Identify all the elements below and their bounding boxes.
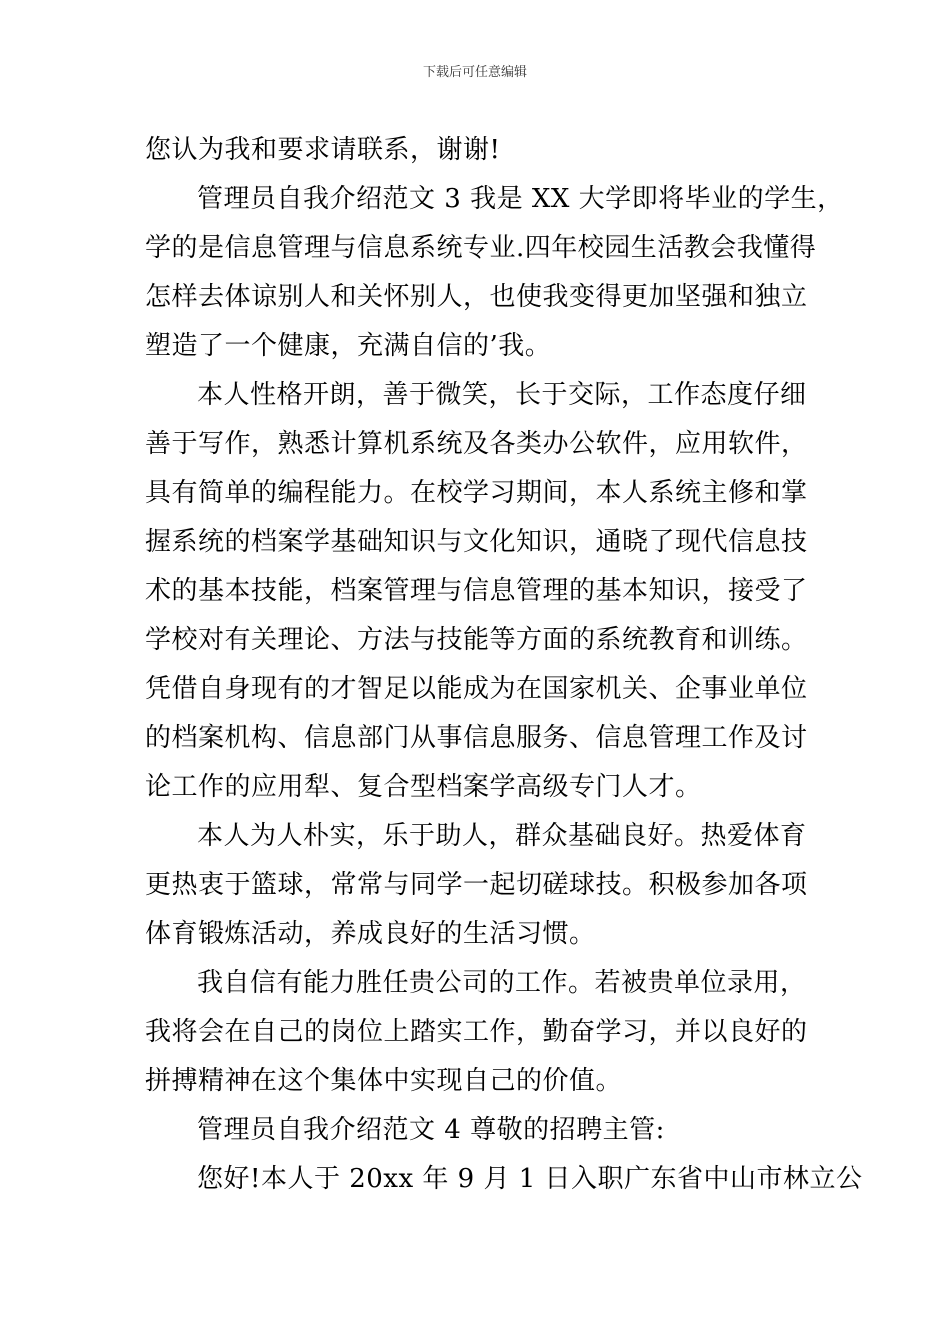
text-line: 塑造了一个健康，充满自信的’我。	[145, 331, 552, 361]
text-line: 术的基本技能，档案管理与信息管理的基本知识，接受了	[145, 576, 808, 606]
text-line: 的档案机构、信息部门从事信息服务、信息管理工作及讨	[145, 723, 808, 753]
text-line: 拼搏精神在这个集体中实现自己的价值。	[145, 1066, 623, 1096]
text-line: 体育锻炼活动，养成良好的生活习惯。	[145, 919, 596, 949]
text-line: 本人为人朴实，乐于助人，群众基础良好。热爱体育	[197, 821, 807, 851]
text-line: 握系统的档案学基础知识与文化知识，通晓了现代信息技	[145, 527, 808, 557]
text-line: 本人性格开朗，善于微笑，长于交际，工作态度仔细	[197, 380, 807, 410]
text-line: 善于写作，熟悉计算机系统及各类办公软件，应用软件，	[145, 429, 808, 459]
text-line: 您认为我和要求请联系，谢谢!	[145, 135, 501, 165]
document-body	[145, 126, 863, 1204]
page-header: 下载后可任意编辑	[422, 65, 527, 80]
text-line: 怎样去体谅别人和关怀别人，也使我变得更加坚强和独立	[145, 282, 808, 312]
text-line: 您好!本人于 20xx 年 9 月 1 日入职广东省中山市林立公	[197, 1164, 863, 1194]
text-line: 学校对有关理论、方法与技能等方面的系统教育和训练。	[145, 625, 808, 655]
text-line: 我将会在自己的岗位上踏实工作，勤奋学习，并以良好的	[145, 1017, 808, 1047]
text-line: 管理员自我介绍范文 3 我是 XX 大学即将毕业的学生，	[197, 184, 844, 214]
text-line: 凭借自身现有的才智足以能成为在国家机关、企事业单位	[145, 674, 808, 704]
text-line: 论工作的应用犁、复合型档案学高级专门人才。	[145, 772, 702, 802]
text-line: 具有简单的编程能力。在校学习期间，本人系统主修和掌	[145, 478, 808, 508]
text-line: 学的是信息管理与信息系统专业.四年校园生活教会我懂得	[145, 233, 817, 263]
text-line: 我自信有能力胜任贵公司的工作。若被贵单位录用，	[197, 968, 807, 998]
text-line: 更热衷于篮球，常常与同学一起切磋球技。积极参加各项	[145, 870, 808, 900]
text-line: 管理员自我介绍范文 4 尊敬的招聘主管:	[197, 1115, 665, 1145]
